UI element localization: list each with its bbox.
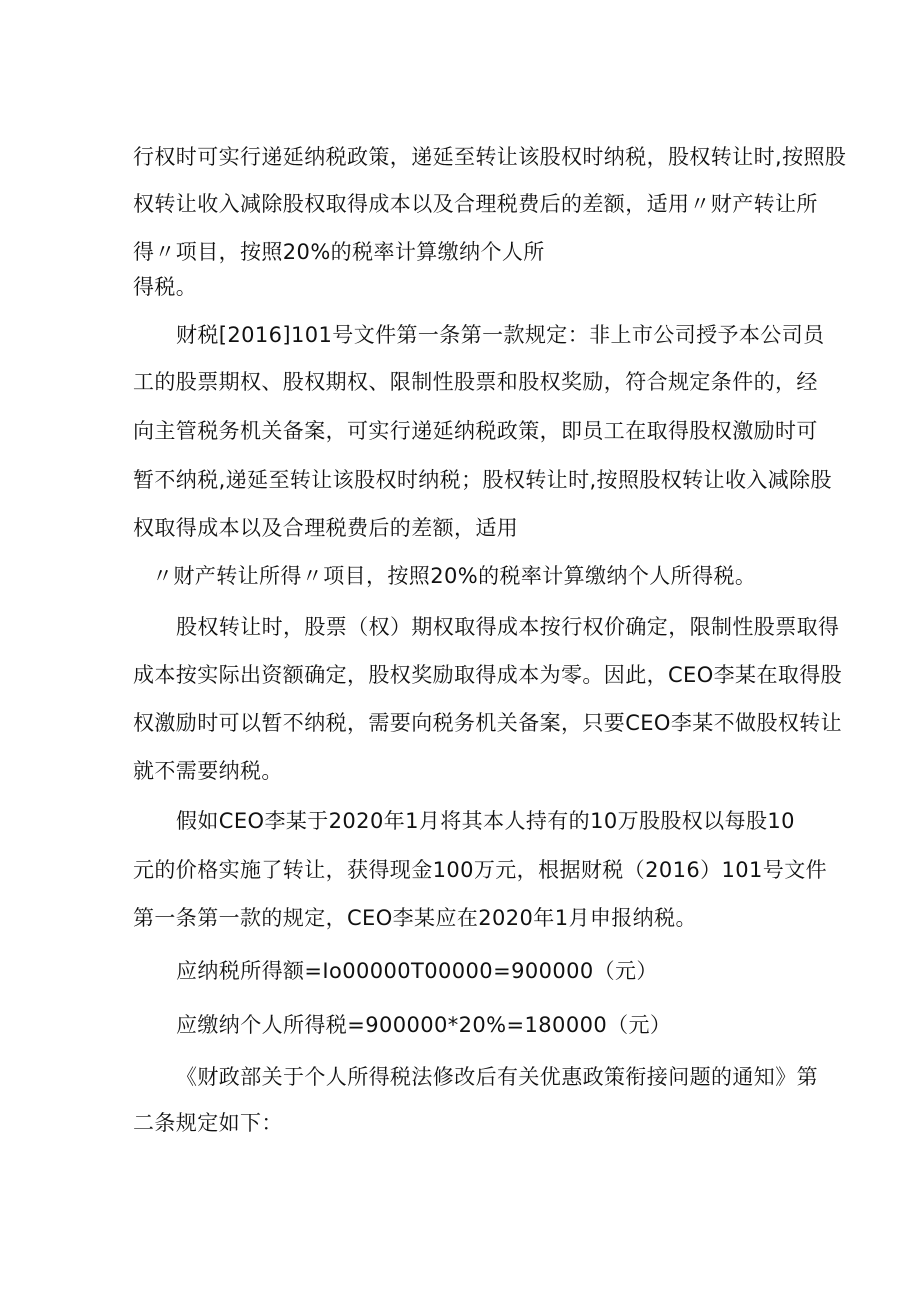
paragraph-2-line-3: 向主管税务机关备案，可实行递延纳税政策，即员工在取得股权激励时可 — [133, 419, 818, 443]
paragraph-3-line-4: 就不需要纳税。 — [133, 759, 283, 783]
paragraph-3-line-1: 股权转让时，股票（权）期权取得成本按行权价确定，限制性股票取得 — [176, 615, 840, 639]
paragraph-5-line-2: 二条规定如下： — [133, 1111, 283, 1135]
paragraph-5-line-1: 《财政部关于个人所得税法修改后有关优惠政策衔接问题的通知》第 — [176, 1065, 818, 1089]
formula-taxable-income: 应纳税所得额=Io00000T00000=900000（元） — [176, 959, 658, 983]
paragraph-2-line-1: 财税[2016]101号文件第一条第一款规定：非上市公司授予本公司员 — [176, 323, 825, 347]
paragraph-2-line-2: 工的股票期权、股权期权、限制性股票和股权奖励，符合规定条件的，经 — [133, 370, 818, 394]
paragraph-4-line-3: 第一条第一款的规定，CEO李某应在2020年1月申报纳税。 — [133, 906, 697, 930]
paragraph-2-line-4: 暂不纳税,递延至转让该股权时纳税；股权转让时,按照股权转让收入减除股 — [133, 468, 832, 492]
paragraph-2-line-5: 权取得成本以及合理税费后的差额，适用 — [133, 516, 519, 540]
paragraph-1-line-3: 得〃项目，按照20%的税率计算缴纳个人所 — [133, 240, 545, 264]
formula-income-tax: 应缴纳个人所得税=900000*20%=180000（元） — [176, 1013, 672, 1037]
paragraph-1-line-4: 得税。 — [133, 275, 198, 299]
paragraph-1-line-1: 行权时可实行递延纳税政策，递延至转让该股权时纳税，股权转让时,按照股 — [133, 145, 847, 169]
paragraph-3-line-3: 权激励时可以暂不纳税，需要向税务机关备案，只要CEO李某不做股权转让 — [133, 711, 843, 735]
paragraph-4-line-2: 元的价格实施了转让，获得现金100万元，根据财税（2016）101号文件 — [133, 858, 828, 882]
paragraph-4-line-1: 假如CEO李某于2020年1月将其本人持有的10万股股权以每股10 — [176, 809, 795, 833]
paragraph-2-line-6: 〃财产转让所得〃项目，按照20%的税率计算缴纳个人所得税。 — [152, 564, 757, 588]
paragraph-1-line-2: 权转让收入减除股权取得成本以及合理税费后的差额，适用〃财产转让所 — [133, 192, 818, 216]
paragraph-3-line-2: 成本按实际出资额确定，股权奖励取得成本为零。因此，CEO李某在取得股 — [133, 663, 843, 687]
